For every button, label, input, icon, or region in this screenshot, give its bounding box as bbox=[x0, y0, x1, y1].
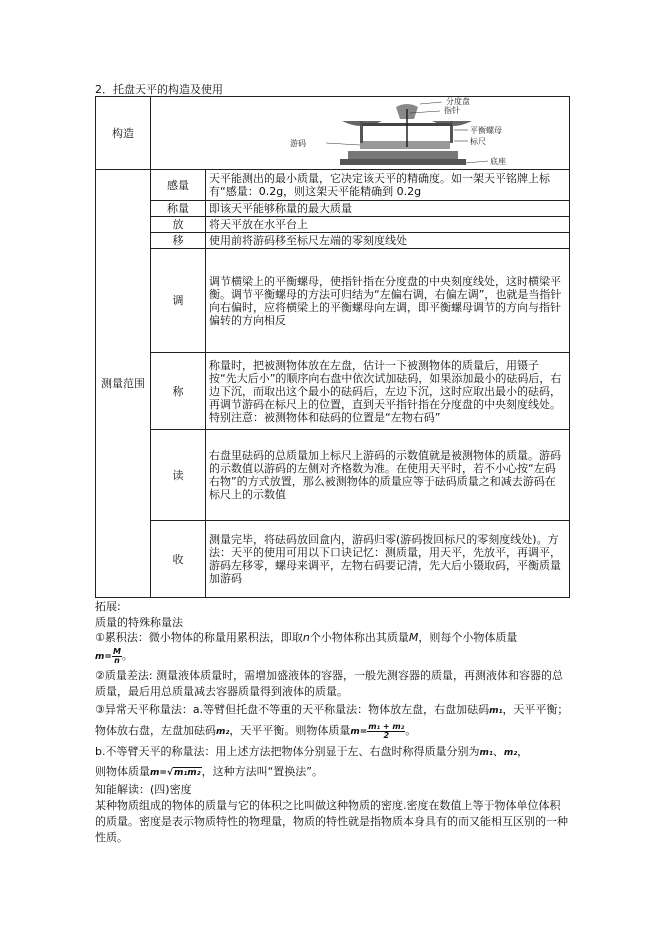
label-rider: 游码 bbox=[290, 139, 306, 148]
measure-range-label: 测量范围 bbox=[96, 170, 151, 598]
extension-subtitle: 质量的特殊称量法 bbox=[95, 616, 183, 629]
row-key: 感量 bbox=[151, 170, 206, 201]
base-bottom-shape bbox=[340, 159, 466, 165]
row-key: 调 bbox=[151, 249, 206, 353]
row-text: 调节横梁上的平衡螺母，使指针指在分度盘的中央刻度线处，这时横梁平 衡。调节平衡螺母的方法可归结为“左偏右调，右偏左调”，也就是当指针 向右偏时，应将横梁上的平衡螺母向左调，即平衡螺母调节的方向与指针 偏转的方向相反 bbox=[206, 249, 570, 353]
table-row bbox=[96, 233, 570, 249]
beam-scale-shape bbox=[360, 141, 450, 149]
row-key: 放 bbox=[151, 217, 206, 233]
fraction: $\frac{M}{n}$ bbox=[112, 646, 121, 665]
knowledge-text: 某种物质组成的物体的质量与它的体积之比叫做这种物质的密度.密度在数值上等于物体单位体积的质量。密度是表示物质特性的物理量，物质的特性就是指物质本身具有的而又能相互区别的一种性质。 bbox=[95, 799, 568, 844]
method-difference: ②质量差法: 测量液体质量时，需增加盛液体的容器，一般先测容器的质量，再测液体和容器的总质量，最后用总质量减去容器质量得到液体的质量。 bbox=[95, 669, 564, 698]
construction-row bbox=[96, 97, 570, 170]
fraction: $\frac{\text{m₁ + m₂}}{2}$ bbox=[368, 721, 405, 740]
section-heading: 2．托盘天平的构造及使用 bbox=[95, 83, 223, 96]
table-row bbox=[96, 353, 570, 430]
row-text: 使用前将游码移至标尺左端的零刻度线处 bbox=[206, 233, 570, 249]
method-abnormal-a: ③异常天平称量法：a.等臂但托盘不等重的天平称量法：物体放左盘，右盘加砝码m₁，天平平衡；物体放右盘，左盘加砝码m₂，天平平衡。则物体质量m= $\frac{\text{m₁ + m₂}}{2}$ 。 bbox=[95, 703, 569, 740]
table-row bbox=[96, 170, 570, 201]
row-key: 称 bbox=[151, 353, 206, 430]
table-row bbox=[96, 430, 570, 521]
row-text: 测量完毕，将砝码放回盒内，游码归零(游码拨回标尺的零刻度线处)。方 法：天平的使用可用以下口诀记忆：测质量，用天平，先放平，再调平，游码左移零，螺母来调平，左物右码要记清，先大后小镊取码，平衡质量加游码 bbox=[206, 521, 570, 598]
label-scale-disk: 分度盘 bbox=[446, 97, 470, 106]
row-key: 称量 bbox=[151, 201, 206, 217]
row-text: 称量时，把被测物体放在左盘，估计一下被测物体的质量后，用镊子按“先大后小”的顺序向右盘中依次试加砝码，如果添加最小的砝码后，右边下沉，而取出这个最小的砝码后，左边下沉，这时应取出最小的砝码，再调节游码在标尺上的位置，直到天平指针指在分度盘的中央刻度线处。特别注意：被测物体和砝码的位置是“左物右码” bbox=[206, 353, 570, 430]
balance-diagram-cell bbox=[151, 97, 570, 170]
square-root: √m₁m₂ bbox=[166, 768, 201, 778]
method-cumulative: ①累积法：微小物体的称量用累积法，即取n个小物体称出其质量M，则每个小物体质量 bbox=[95, 631, 518, 644]
table-row bbox=[96, 201, 570, 217]
label-pointer: 指针 bbox=[444, 106, 460, 115]
row-key: 移 bbox=[151, 233, 206, 249]
construction-label: 构造 bbox=[96, 97, 151, 170]
knowledge-title: 知能解读：(四)密度 bbox=[95, 783, 192, 796]
table-row bbox=[96, 249, 570, 353]
row-text: 即该天平能够称量的最大质量 bbox=[206, 201, 570, 217]
balance-diagram bbox=[154, 97, 566, 169]
extension-section bbox=[95, 599, 569, 846]
table-row bbox=[96, 217, 570, 233]
label-beam-scale: 标尺 bbox=[470, 137, 486, 146]
table-row bbox=[96, 521, 570, 598]
row-key: 收 bbox=[151, 521, 206, 598]
formula-cumulative: m= $\frac{M}{n}$ 。 bbox=[95, 646, 133, 665]
balance-table bbox=[95, 96, 570, 598]
method-abnormal-b-result: 则物体质量m=√m₁m₂，这种方法叫“置换法”。 bbox=[95, 765, 323, 778]
row-text: 天平能测出的最小质量，它决定该天平的精确度。如一架天平铭牌上标有“感量：0.2g，则这架天平能精确到 0.2g bbox=[206, 170, 570, 201]
row-text: 右盘里砝码的总质量加上标尺上游码的示数值就是被测物体的质量。游码 的示数值以游码的左侧对齐格数为准。在使用天平时，若不小心按“左码 右物”的方式放置，那么被测物体的质量应等于砝码质量之和减去游码在标尺上的示数值 bbox=[206, 430, 570, 521]
row-text: 将天平放在水平台上 bbox=[206, 217, 570, 233]
method-abnormal-b: b.不等臂天平的称量法：用上述方法把物体分别显于左、右盘时称得质量分别为m₁、m₂， bbox=[95, 745, 529, 758]
label-base: 底座 bbox=[490, 157, 506, 166]
label-balance-nut: 平衡螺母 bbox=[470, 126, 502, 135]
extension-title: 拓展: bbox=[95, 600, 121, 613]
row-key: 读 bbox=[151, 430, 206, 521]
